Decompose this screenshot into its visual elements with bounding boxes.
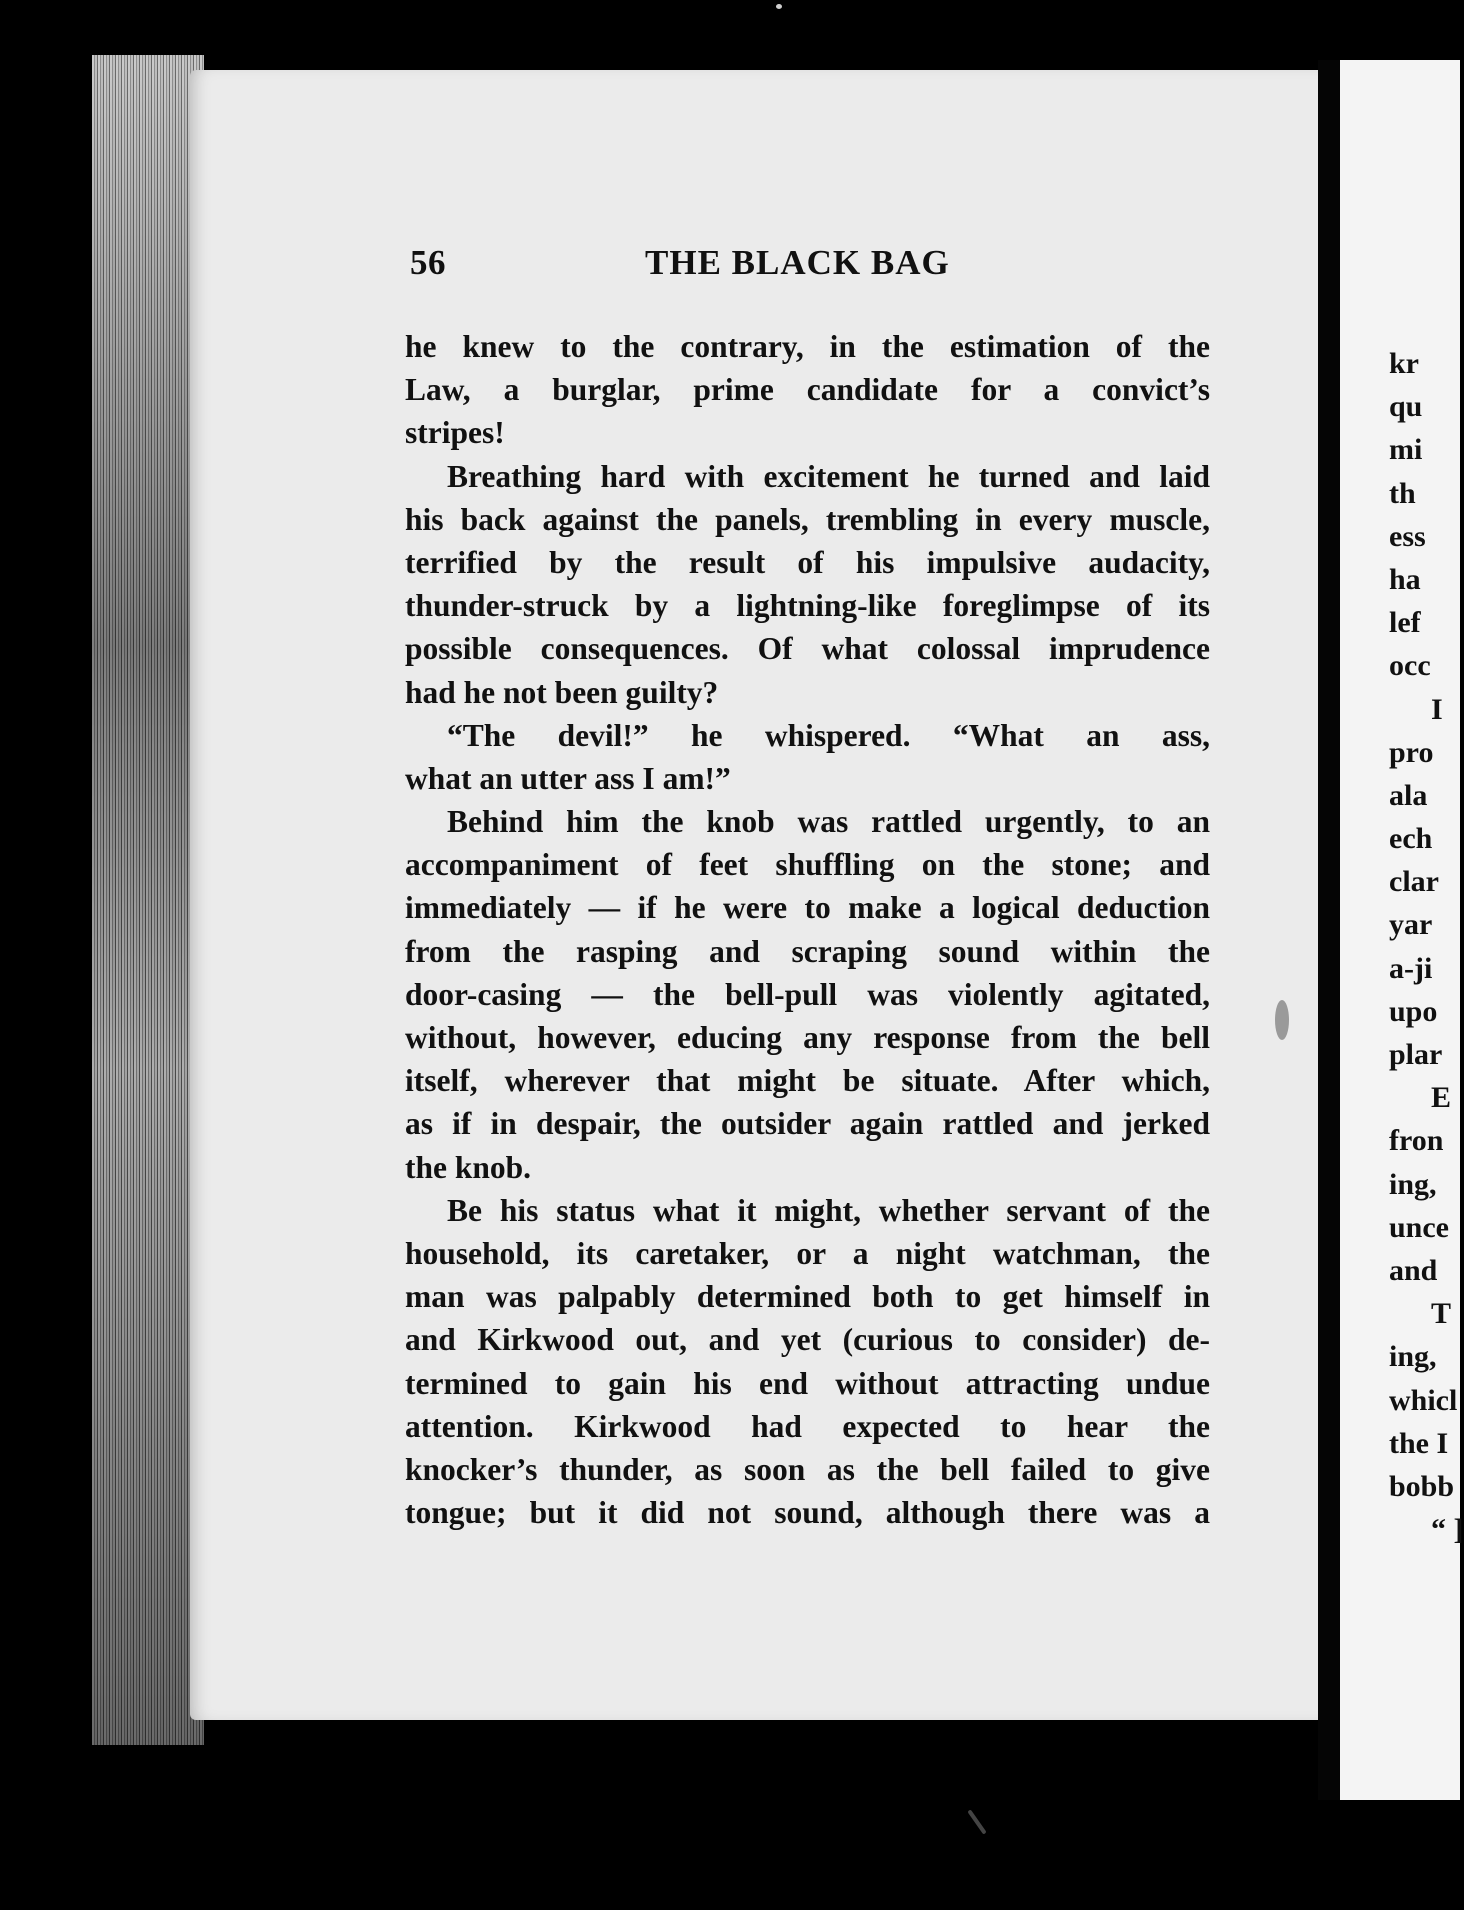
text-line: Behind him the knob was rattled urgently, to an (447, 804, 1210, 840)
text-line: his back against the panels, trembling in every muscle, (405, 501, 1210, 537)
text-line: accompaniment of feet shuffling on the stone; and (405, 847, 1210, 883)
text-line: without, however, educing any response from the bell (405, 1020, 1210, 1055)
text-line: the knob. (405, 1149, 532, 1185)
right-page-text-line: bobb (1389, 1469, 1455, 1503)
text-line: knocker’s thunder, as soon as the bell failed to give (405, 1451, 1210, 1487)
right-page-text-line: lef (1389, 606, 1421, 640)
right-page-text-line: th (1389, 476, 1416, 510)
text-line: stripes! (405, 415, 505, 451)
right-page-text-line: I (1431, 692, 1443, 726)
right-page-text-line: E (1431, 1081, 1452, 1115)
right-page-text-line: plar (1389, 1038, 1443, 1071)
text-line: Be his status what it might, whether servant of the (447, 1192, 1210, 1228)
right-page-text-line: fron (1389, 1124, 1444, 1158)
text-line: possible consequences. Of what colossal imprudence (405, 631, 1210, 667)
right-page-text-line: upo (1389, 994, 1438, 1028)
page-number: 56 (410, 243, 446, 282)
text-line: door-casing — the bell-pull was violently agitated, (405, 976, 1210, 1012)
right-page-text-line: ess (1389, 519, 1426, 553)
right-page-text-line: “ ] (1431, 1513, 1464, 1547)
right-page-text-line: mi (1389, 433, 1423, 467)
right-page-text-line: pro (1389, 735, 1434, 769)
text-line: man was palpably determined both to get himself in (405, 1279, 1210, 1315)
right-page-text-line: ing, (1389, 1340, 1437, 1374)
book-gutter (1318, 60, 1340, 1800)
text-line: from the rasping and scraping sound within the (405, 933, 1210, 969)
text-line: tongue; but it did not sound, although there was a (405, 1495, 1210, 1531)
left-page-text (405, 325, 1210, 1534)
text-line: terrified by the result of his impulsive audacity, (405, 544, 1210, 580)
right-page-text-line: T (1431, 1297, 1452, 1331)
right-page-text-line: kr (1389, 347, 1419, 380)
right-page-text-line: the I (1389, 1426, 1449, 1460)
text-line: termined to gain his end without attracting undue (405, 1365, 1210, 1401)
right-page-text-line: ha (1389, 562, 1421, 596)
text-line: thunder-struck by a lightning-like foreglimpse of its (405, 588, 1210, 624)
right-page-text-line: a-ji (1389, 951, 1433, 985)
right-page-text-line: ala (1389, 778, 1428, 812)
scan-artifact (1275, 1000, 1289, 1040)
text-line: household, its caretaker, or a night watchman, the (405, 1235, 1210, 1271)
text-line: Law, a burglar, prime candidate for a convict’s (405, 372, 1210, 408)
right-page-text-line: whicl (1389, 1383, 1458, 1417)
text-line: and Kirkwood out, and yet (curious to consider) de- (405, 1322, 1210, 1358)
right-page-text-line: ing, (1389, 1167, 1437, 1201)
text-line: “The devil!” he whispered. “What an ass, (447, 717, 1210, 753)
right-page-text-line: occ (1389, 649, 1431, 683)
scan-artifact (967, 1809, 986, 1834)
right-page-text-line: and (1389, 1253, 1438, 1287)
right-page-text-line: ech (1389, 822, 1433, 856)
text-line: immediately — if he were to make a logical deduction (405, 890, 1210, 926)
right-page-text-line: qu (1389, 390, 1423, 424)
text-line: itself, wherever that might be situate. After which, (405, 1063, 1210, 1099)
page-edges-shadow (92, 55, 204, 1745)
text-line: he knew to the contrary, in the estimation of the (405, 329, 1210, 364)
text-line: what an utter ass I am!” (405, 760, 731, 796)
scan-artifact (776, 4, 782, 9)
text-line: had he not been guilty? (405, 674, 719, 710)
right-page-text-line: unce (1389, 1210, 1449, 1244)
text-line: attention. Kirkwood had expected to hear the (405, 1408, 1210, 1444)
right-page-text-line: yar (1389, 908, 1433, 942)
right-page-text (1389, 342, 1464, 1551)
text-line: Breathing hard with excitement he turned and laid (447, 458, 1210, 494)
running-title: THE BLACK BAG (645, 243, 950, 282)
right-page-text-line: clar (1389, 865, 1439, 899)
text-line: as if in despair, the outsider again rattled and jerked (405, 1106, 1210, 1142)
